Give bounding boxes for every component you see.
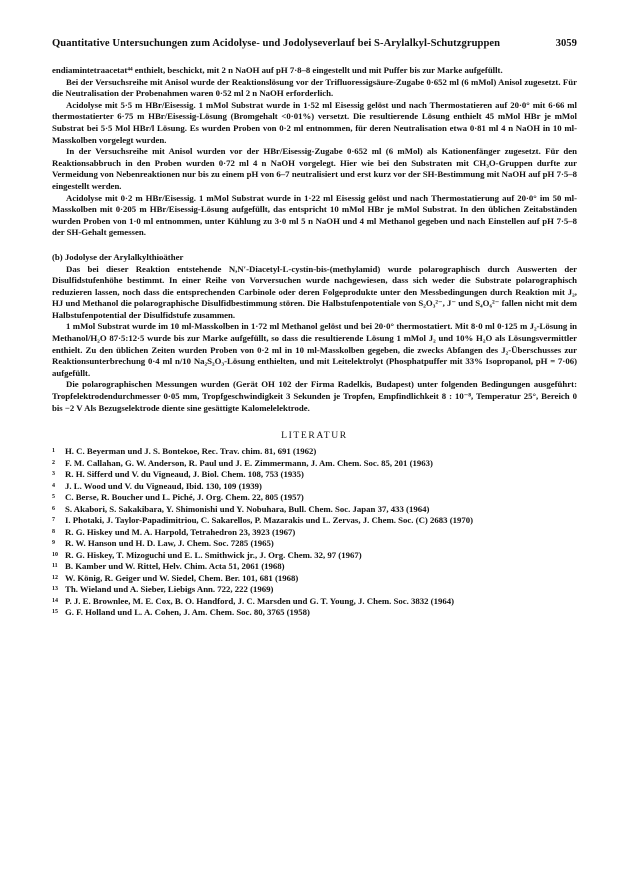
- reference-number: 2: [52, 459, 55, 466]
- running-header: [52, 38, 577, 49]
- reference-number: 11: [52, 563, 58, 570]
- reference-item: [52, 561, 577, 573]
- paragraph: Acidolyse mit 0·2 m HBr/Eisessig. 1 mMol Substrat wurde in 1·22 ml Eisessig gelöst und nach Thermostatierung auf 20·0° im 50 ml-Masskolben mit 0·205 m HBr/Eisessig-Lösung aufgefüllt, das entspricht 10 mMol HBr je mMol Substrat. In den üblichen Zeitabständen wurden Proben von 1·0 ml entnommen, unter Kühlung zu 3·0 ml 5 n NaOH und 4 ml Methanol gegeben und nach Einstellen auf pH 7·5–8 der SH-Gehalt gemessen.: [52, 192, 577, 238]
- reference-number: 10: [52, 551, 58, 558]
- reference-number: 15: [52, 609, 58, 616]
- reference-text: P. J. E. Brownlee, M. E. Cox, B. O. Handford, J. C. Marsden und G. T. Young, J. Chem. Soc. 3832 (1964): [65, 595, 455, 606]
- reference-number: 5: [52, 494, 55, 501]
- paragraph: 1 mMol Substrat wurde im 10 ml-Masskolben in 1·72 ml Methanol gelöst und bei 20·0° thermostatiert. Mit 8·0 ml 0·125 m J₂-Lösung in Methanol/H₂O 87·5:12·5 wurde bis zur Marke aufgefüllt, so dass die resultierende Lösung 1 mMol J₂ und 10% H₂O als Lösungsvermittler enthielt. Zu den üblichen Zeiten wurden Proben von 0·2 ml in 10 ml-Masskolben gegeben, die zwecks Abfangen des J₂-Überschusses zur Reaktionsunterbrechung 0·4 ml n/10 Na₂S₂O₃-Lösung enthielten, und mit Leitelektrolyt (Phosphatpuffer mit 33% Isopropanol, pH = 7·06) aufgefüllt.: [52, 321, 577, 378]
- reference-text: H. C. Beyerman und J. S. Bontekoe, Rec. Trav. chim. 81, 691 (1962): [65, 446, 317, 457]
- reference-item: [52, 573, 577, 585]
- paragraph: Das bei dieser Reaktion entstehende N,N′-Diacetyl-L-cystin-bis-(methylamid) wurde polarographisch durch Auswerten der Disulfidstufenhöhe bestimmt. In einer Reihe von Vorversuchen wurde nachgewiesen, dass sich weder die Substrate polarographisch reduzieren lassen, noch dass die entsprechenden Carbinole oder deren Folgeprodukte unter den Messbedingungen durch Reaktion mit J₂, HJ und Methanol die polarographische Disulfidbestimmung stören. Die Halbstufenpotentiale von S₂O₃²⁻, J⁻ und S₄O₆²⁻ fallen nicht mit dem Halbstufenpotential der Disulfidstufe zusammen.: [52, 263, 577, 320]
- reference-item: [52, 607, 577, 619]
- section-heading: (b) Jodolyse der Arylalkylthioäther: [52, 251, 184, 262]
- reference-text: R. H. Sifferd und V. du Vigneaud, J. Biol. Chem. 108, 753 (1935): [65, 469, 304, 480]
- reference-number: 3: [52, 471, 55, 478]
- reference-item: [52, 469, 577, 481]
- page-number: 3059: [555, 38, 577, 49]
- reference-number: 12: [52, 574, 58, 581]
- reference-text: S. Akabori, S. Sakakibara, Y. Shimonishi und Y. Nobuhara, Bull. Chem. Soc. Japan 37, 433 (1964): [65, 503, 430, 514]
- reference-number: 4: [52, 482, 55, 489]
- reference-text: R. G. Hiskey, T. Mizoguchi und E. L. Smithwick jr., J. Org. Chem. 32, 97 (1967): [65, 549, 362, 560]
- reference-number: 1: [52, 448, 55, 455]
- reference-text: B. Kamber und W. Rittel, Helv. Chim. Acta 51, 2061 (1968): [65, 561, 285, 572]
- paragraph: Acidolyse mit 5·5 m HBr/Eisessig. 1 mMol Substrat wurde in 1·52 ml Eisessig gelöst und nach Thermostatieren auf 20·0° mit 6·66 ml thermostatierter 6·75 m HBr/Eisessig-Lösung (Bromgehalt <0·01%) versetzt. Die resultierende Lösung enthielt 45 mMol HBr je mMol Substrat bei 5·5 Mol HBr/l Lösung. Es wurden Proben von 0·2 ml entnommen, für deren Neutralisation etwa 0·81 ml 4 n NaOH in 10 ml-Masskolben vorgelegt wurden.: [52, 99, 577, 145]
- paragraph: In der Versuchsreihe mit Anisol wurden vor der HBr/Eisessig-Zugabe 0·652 ml (6 mMol) als Kationenfänger zugesetzt. Für den Reaktionsabbruch in den Proben wurden 0·72 ml 4 n NaOH vorgelegt. Hier wie bei den Substraten mit CH₃O-Gruppen durfte zur Vermeidung von Nebenreaktionen nur bis zu einem pH von 6–7 neutralisiert und erst kurz vor der SH-Bestimmung mit NaOH auf pH 7·5–8 eingestellt werden.: [52, 146, 577, 191]
- reference-number: 14: [52, 597, 58, 604]
- reference-number: 8: [52, 528, 55, 535]
- reference-item: [52, 527, 577, 539]
- running-title: Quantitative Untersuchungen zum Acidolyse- und Jodolyseverlauf bei S-Arylalkyl-Schutzgruppen: [52, 38, 501, 49]
- reference-text: I. Photaki, J. Taylor-Papadimitriou, C. Sakarellos, P. Mazarakis und L. Zervas, J. Chem. Soc. (C) 2683 (1970): [65, 515, 474, 526]
- reference-item: [52, 446, 577, 458]
- paragraph: endiamintetraacetat⁴⁴ enthielt, beschickt, mit 2 n NaOH auf pH 7·8–8 eingestellt und mit Puffer bis zur Marke aufgefüllt.: [52, 65, 503, 75]
- body-text: [52, 65, 577, 414]
- reference-number: 9: [52, 540, 55, 547]
- reference-item: [52, 481, 577, 493]
- reference-text: C. Berse, R. Boucher und L. Piché, J. Org. Chem. 22, 805 (1957): [65, 492, 304, 503]
- reference-text: J. L. Wood und V. du Vigneaud, Ibid. 130, 109 (1939): [65, 480, 262, 491]
- reference-item: [52, 515, 577, 527]
- paragraph: Die polarographischen Messungen wurden (Gerät OH 102 der Firma Radelkis, Budapest) unter folgenden Bedingungen ausgeführt: Tropfelektrodendurchmesser 0·05 mm, Tropfgeschwindigkeit 3 Sekunden je Tropfen, Empfindlichkeit 8 : 10⁻⁸, Temperatur 25°, Bereich 0 bis −2 V Als Bezugselektrode diente sine gesättigte Kalomelelektrode.: [52, 379, 577, 413]
- reference-text: F. M. Callahan, G. W. Anderson, R. Paul und J. E. Zimmermann, J. Am. Chem. Soc. 85, 201 (1963): [65, 457, 433, 468]
- reference-item: [52, 458, 577, 470]
- reference-item: [52, 550, 577, 562]
- reference-number: 13: [52, 586, 58, 593]
- reference-text: Th. Wieland und A. Sieber, Liebigs Ann. 722, 222 (1969): [65, 584, 274, 595]
- literature-heading: LITERATUR: [281, 430, 348, 442]
- reference-item: [52, 538, 577, 550]
- reference-item: [52, 584, 577, 596]
- reference-text: W. König, R. Geiger und W. Siedel, Chem. Ber. 101, 681 (1968): [65, 572, 299, 583]
- reference-item: [52, 504, 577, 516]
- paragraph: Bei der Versuchsreihe mit Anisol wurde der Reaktionslösung vor der Trifluoressigsäure-Zugabe 0·652 ml (6 mMol) Anisol zugesetzt. Für die Neutralisation der Probenahmen waren 0·52 ml 2 n NaOH erforderlich.: [52, 76, 577, 99]
- page: [52, 38, 577, 619]
- reference-text: R. W. Hanson und H. D. Law, J. Chem. Soc. 7285 (1965): [65, 538, 274, 549]
- reference-text: R. G. Hiskey und M. A. Harpold, Tetrahedron 23, 3923 (1967): [65, 526, 296, 537]
- reference-text: G. F. Holland und L. A. Cohen, J. Am. Chem. Soc. 80, 3765 (1958): [65, 607, 310, 618]
- reference-number: 7: [52, 517, 55, 524]
- reference-list: [52, 446, 577, 619]
- reference-item: [52, 492, 577, 504]
- reference-number: 6: [52, 505, 55, 512]
- reference-item: [52, 596, 577, 608]
